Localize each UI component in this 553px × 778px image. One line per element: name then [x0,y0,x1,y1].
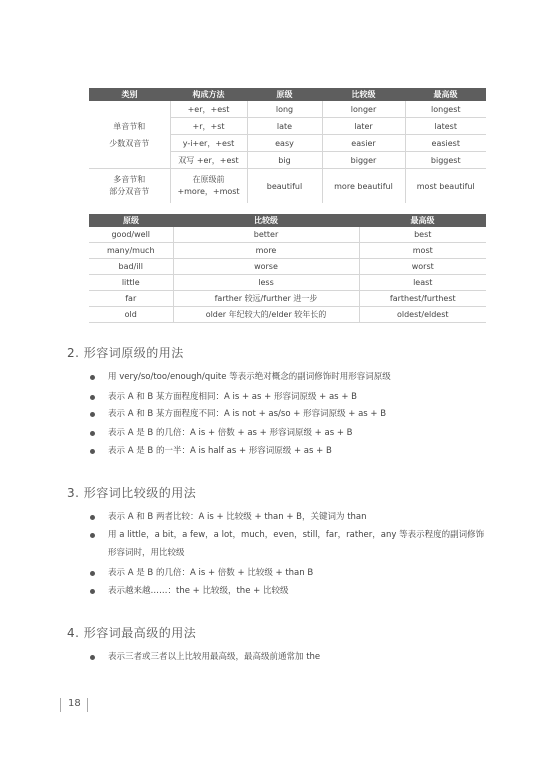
superlative-cell: farthest/furthest [359,291,486,307]
comparative-cell: longer [322,101,405,118]
comparative-cell: later [322,118,405,135]
page-number-text: 18 [68,698,81,709]
method-line: 在原级前 [192,175,225,184]
table-row [89,101,486,118]
table-header-cell: 类别 [89,88,170,101]
page-number [60,698,90,712]
comparative-cell: older 年纪较大的/elder 较年长的 [173,307,359,323]
list-item-text: 表示 A 和 B 某方面程度不同：A is not + as/so + 形容词原级 + as + B [108,409,387,419]
table-header-cell: 原级 [247,88,322,101]
section-heading: 4. 形容词最高级的用法 [67,626,197,640]
list-item [108,426,493,440]
table-header-row [89,88,486,101]
method-line: +more，+most [177,187,240,196]
table-header-row [89,214,486,227]
positive-cell: late [247,118,322,135]
list-item-text: 表示越来越……：the + 比较级，the + 比较级 [108,586,289,596]
bullet-icon [90,449,95,454]
section-heading: 2. 形容词原级的用法 [67,346,184,360]
bullet-icon [90,655,95,660]
method-cell: +er，+est [170,101,247,118]
bullet-icon [90,412,95,417]
bullet-icon [90,375,95,380]
list-item [108,566,493,580]
superlative-cell: most beautiful [416,181,475,191]
positive-cell: beautiful [247,169,322,204]
comparative-cell: easier [322,135,405,152]
category-label: 多音节和 [113,175,146,184]
method-cell: +r，+st [170,118,247,135]
method-cell [170,169,247,204]
positive-cell: little [89,275,173,291]
positive-cell: easy [247,135,322,152]
table-header-cell: 原级 [89,214,173,227]
list-item [108,510,493,524]
list-item-text: 表示 A 是 B 的一半：A is half as + 形容词原级 + as + B [108,446,332,456]
list-item-text: 用 a little，a bit，a few，a lot，much，even，still，far，rather，any 等表示程度的副词修饰 [108,530,485,540]
table-header-cell: 最高级 [405,88,486,101]
table-row [89,307,486,323]
bullet-icon [90,571,95,576]
table-row [89,243,486,259]
list-item-text: 表示 A 和 B 某方面程度相同：A is + as + 形容词原级 + as + B [108,392,357,402]
irregular-forms-table [89,214,486,323]
superlative-cell: biggest [405,152,486,169]
comparative-cell: less [173,275,359,291]
list-item [108,370,493,384]
comparative-cell: more [173,243,359,259]
bullet-icon [90,589,95,594]
comparative-cell: farther 较远/further 进一步 [173,291,359,307]
bullet-icon [90,515,95,520]
list-item [108,444,493,458]
positive-cell: big [247,152,322,169]
list-item [108,407,493,421]
bullet-icon [90,431,95,436]
list-item-text: 表示 A 是 B 的几倍：A is + 倍数 + 比较级 + than B [108,568,314,578]
positive-cell: bad/ill [89,259,173,275]
positive-cell: long [247,101,322,118]
superlative-cell: worst [359,259,486,275]
comparative-cell: worse [173,259,359,275]
table-header-cell: 最高级 [359,214,486,227]
superlative-cell: best [359,227,486,243]
comparative-cell: bigger [322,152,405,169]
positive-cell: old [89,307,173,323]
section-heading: 3. 形容词比较级的用法 [67,486,197,500]
table-header-cell: 构成方法 [170,88,247,101]
superlative-cell: easiest [405,135,486,152]
comparative-cell: better [173,227,359,243]
table-row [89,259,486,275]
table-row [89,169,486,204]
table-header-cell: 比较级 [322,88,405,101]
comparison-rules-table [89,88,486,203]
list-item-continuation: 形容词时，用比较级 [108,548,185,558]
method-cell: 双写 +er，+est [170,152,247,169]
superlative-cell: oldest/eldest [359,307,486,323]
list-item-text: 表示 A 是 B 的几倍：A is + 倍数 + as + 形容词原级 + as + B [108,428,353,438]
list-item [108,390,493,404]
superlative-cell: latest [405,118,486,135]
list-item-text: 表示 A 和 B 两者比较：A is + 比较级 + than + B，关键词为 than [108,512,367,522]
positive-cell: far [89,291,173,307]
table-row [89,291,486,307]
category-cell [89,169,170,204]
category-label: 部分双音节 [109,187,150,196]
list-item-text: 表示三者或三者以上比较用最高级，最高级前通常加 the [108,652,321,662]
method-cell: y-i+er，+est [170,135,247,152]
category-label: 单音节和 [113,121,146,131]
list-item-text: 用 very/so/too/enough/quite 等表示绝对概念的副词修饰时用形容词原级 [108,372,391,382]
bullet-icon [90,533,95,538]
page-number-divider [60,698,61,712]
table-row [89,227,486,243]
category-label: 少数双音节 [109,138,150,148]
bullet-icon [90,395,95,400]
table-row [89,275,486,291]
list-item [108,528,493,542]
positive-cell: good/well [89,227,173,243]
superlative-cell: most [359,243,486,259]
category-cell [89,101,170,169]
list-item [108,650,493,664]
page-number-divider [87,698,88,712]
superlative-cell: longest [405,101,486,118]
comparative-cell: more beautiful [322,169,405,204]
positive-cell: many/much [89,243,173,259]
table-header-cell: 比较级 [173,214,359,227]
superlative-cell: least [359,275,486,291]
list-item [108,584,493,598]
